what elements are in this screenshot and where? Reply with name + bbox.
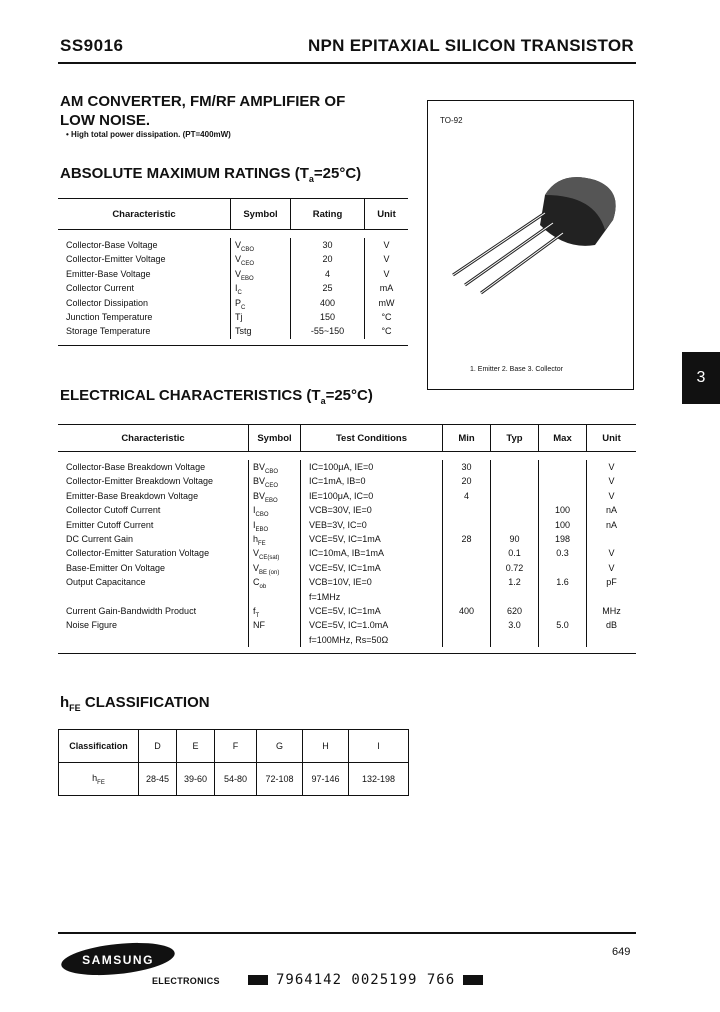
abs-max-symbol: $P_C$ — [235, 297, 246, 311]
to92-package-illustration — [445, 165, 635, 300]
elec-characteristic: Collector Cutoff Current — [66, 505, 161, 516]
abs-max-symbol: Tj — [235, 311, 243, 322]
abs-max-symbol: $I_C$ — [235, 283, 242, 296]
elec-max — [539, 460, 586, 474]
abs-max-characteristic: Collector Current — [66, 283, 135, 294]
elec-condition: VCE=5V, IC=1mA — [309, 605, 381, 616]
section-tab: 3 — [682, 352, 720, 404]
elec-max: 0.3 — [556, 548, 569, 559]
elec-symbol — [253, 590, 300, 604]
elec-symbol: $BV_{CBO}$ — [253, 462, 279, 475]
abs-max-unit: mA — [379, 283, 394, 294]
application-title — [60, 92, 390, 130]
elec-unit: V — [608, 562, 615, 573]
elec-unit: V — [608, 490, 615, 501]
elec-symbol: $I_{CBO}$ — [253, 505, 269, 518]
hfe-class-e: E — [177, 730, 215, 763]
barcode-number: 7964142 0025199 766 — [276, 972, 456, 988]
hfe-range: 72-108 — [257, 763, 303, 796]
hfe-range-label: $h_{FE}$ — [59, 763, 139, 796]
application-title-line1: AM CONVERTER, FM/RF AMPLIFIER OF — [60, 93, 346, 110]
elec-unit: MHz — [602, 605, 621, 616]
col-characteristic: Characteristic — [112, 208, 176, 220]
elec-characteristic: Base-Emitter On Voltage — [66, 562, 166, 573]
elec-max: 5.0 — [556, 620, 569, 631]
abs-max-rating: 30 — [322, 240, 333, 250]
transistor-body — [540, 177, 616, 246]
abs-max-characteristic: Emitter-Base Voltage — [66, 268, 151, 279]
elec-characteristic: DC Current Gain — [66, 533, 134, 544]
elec-min: 4 — [463, 490, 469, 501]
elec-max — [539, 489, 586, 503]
elec-unit — [587, 590, 636, 604]
hfe-range-row — [59, 763, 409, 796]
elec-characteristic: Collector-Base Breakdown Voltage — [66, 462, 206, 472]
elec-max — [539, 561, 586, 575]
elec-condition: VCB=30V, IE=0 — [309, 505, 372, 516]
elec-characteristic — [66, 633, 248, 647]
elec-condition: VCB=10V, IE=0 — [309, 577, 372, 588]
elec-max: 100 — [554, 519, 571, 530]
elec-unit: nA — [605, 519, 617, 530]
elec-typ — [491, 590, 538, 604]
elec-condition: f=1MHz — [309, 591, 341, 602]
feature-text: High total power dissipation. (PT=400mW) — [71, 130, 231, 139]
abs-max-heading-text: ABSOLUTE MAXIMUM RATINGS (T — [60, 165, 309, 182]
elec-characteristic: Emitter-Base Breakdown Voltage — [66, 490, 199, 501]
bullet-icon: • — [66, 130, 69, 139]
brand-text: SAMSUNG — [82, 953, 154, 967]
elec-symbol: $I_{EBO}$ — [253, 519, 269, 533]
col-characteristic: Characteristic — [121, 432, 185, 444]
elec-unit: V — [608, 462, 615, 472]
elec-typ — [491, 518, 538, 532]
elec-symbol: $BV_{EBO}$ — [253, 490, 278, 504]
elec-min: 20 — [461, 476, 472, 487]
col-rating: Rating — [290, 199, 364, 229]
elec-typ — [491, 460, 538, 474]
pin-legend: 1. Emitter 2. Base 3. Collector — [470, 366, 563, 373]
elec-symbol: NF — [253, 620, 265, 631]
abs-max-rating: -55~150 — [310, 326, 345, 337]
col-conditions: Test Conditions — [300, 425, 442, 451]
elec-symbol: $C_{ob}$ — [253, 577, 267, 590]
col-unit: Unit — [364, 199, 408, 229]
elec-characteristic: Output Capacitance — [66, 577, 146, 588]
elec-characteristic — [66, 590, 248, 604]
elec-max — [539, 633, 586, 647]
col-symbol: Symbol — [230, 199, 290, 229]
abs-max-characteristic: Storage Temperature — [66, 326, 151, 337]
hfe-heading-sub: FE — [69, 703, 81, 713]
col-min: Min — [442, 425, 490, 451]
elec-condition: IC=1mA, IB=0 — [309, 476, 366, 487]
elec-table — [58, 424, 636, 654]
abs-max-header-row — [58, 198, 408, 230]
abs-max-heading-tail: =25°C) — [313, 165, 362, 182]
hfe-range: 39-60 — [177, 763, 215, 796]
elec-symbol: $h_{FE}$ — [253, 533, 266, 547]
elec-unit: dB — [605, 620, 617, 631]
abs-max-rating: 20 — [322, 254, 333, 265]
elec-min — [443, 546, 490, 560]
application-title-line2: LOW NOISE. — [60, 112, 150, 129]
bottom-divider — [58, 932, 636, 934]
hfe-class-g: G — [257, 730, 303, 763]
elec-unit — [587, 633, 636, 647]
elec-min — [443, 518, 490, 532]
package-label: TO-92 — [440, 116, 463, 125]
elec-max — [539, 590, 586, 604]
elec-max: 1.6 — [556, 577, 569, 588]
elec-heading-tail: =25°C) — [325, 387, 373, 404]
abs-max-unit: V — [383, 254, 390, 265]
barcode-block-right — [463, 975, 483, 985]
hfe-heading-tail: CLASSIFICATION — [80, 694, 210, 711]
elec-header-row — [58, 424, 636, 452]
abs-max-rating: 4 — [324, 268, 330, 279]
abs-max-heading — [60, 165, 361, 184]
hfe-class-row — [59, 730, 409, 763]
abs-max-unit: °C — [381, 311, 392, 322]
elec-min: 400 — [458, 605, 475, 616]
hfe-heading-h: h — [60, 694, 70, 711]
elec-typ — [491, 633, 538, 647]
elec-characteristic: Current Gain-Bandwidth Product — [66, 605, 197, 616]
elec-max — [539, 604, 586, 618]
elec-min — [443, 503, 490, 517]
elec-typ — [491, 503, 538, 517]
elec-min — [443, 561, 490, 575]
hfe-range: 28-45 — [139, 763, 177, 796]
col-symbol: Symbol — [248, 425, 300, 451]
abs-max-characteristic: Collector-Emitter Voltage — [66, 254, 166, 265]
abs-max-unit: V — [383, 240, 390, 250]
hfe-range: 132-198 — [349, 763, 409, 796]
elec-body — [58, 452, 636, 654]
col-typ: Typ — [490, 425, 538, 451]
hfe-class-d: D — [139, 730, 177, 763]
hfe-class-h: H — [303, 730, 349, 763]
abs-max-rating: 400 — [319, 297, 336, 308]
elec-min: 28 — [461, 533, 472, 544]
elec-condition: VCE=5V, IC=1mA — [309, 562, 381, 573]
elec-typ — [491, 489, 538, 503]
abs-max-rating: 25 — [322, 283, 333, 294]
elec-condition: VEB=3V, IC=0 — [309, 519, 367, 530]
elec-typ: 90 — [509, 533, 520, 544]
barcode-block-left — [248, 975, 268, 985]
elec-heading — [60, 387, 373, 406]
elec-typ: 3.0 — [508, 620, 521, 631]
elec-unit: V — [608, 476, 615, 487]
elec-max — [539, 474, 586, 488]
division-label: ELECTRONICS — [152, 976, 220, 986]
barcode — [248, 972, 483, 988]
elec-min — [443, 575, 490, 589]
elec-characteristic: Noise Figure — [66, 620, 118, 631]
elec-max: 100 — [554, 505, 571, 516]
abs-max-symbol: $V_{CEO}$ — [235, 254, 255, 268]
elec-characteristic: Emitter Cutoff Current — [66, 519, 154, 530]
elec-condition: IC=10mA, IB=1mA — [309, 548, 385, 559]
elec-unit: V — [608, 548, 615, 559]
hfe-class-i: I — [349, 730, 409, 763]
abs-max-symbol: Tstg — [235, 326, 252, 337]
hfe-range: 54-80 — [215, 763, 257, 796]
elec-condition: VCE=5V, IC=1.0mA — [309, 620, 389, 631]
elec-symbol: $f_T$ — [253, 605, 260, 619]
abs-max-rating: 150 — [319, 311, 336, 322]
hfe-heading — [60, 694, 210, 713]
abs-max-characteristic: Collector Dissipation — [66, 297, 149, 308]
elec-unit: nA — [605, 505, 617, 516]
elec-characteristic: Collector-Emitter Saturation Voltage — [66, 548, 210, 559]
feature-bullet — [66, 130, 231, 139]
hfe-range: 97-146 — [303, 763, 349, 796]
elec-min — [443, 618, 490, 632]
abs-max-unit: V — [383, 268, 390, 279]
samsung-logo — [60, 942, 176, 976]
elec-typ: 0.72 — [505, 562, 524, 573]
elec-unit — [587, 532, 636, 546]
elec-min — [443, 590, 490, 604]
elec-min — [443, 633, 490, 647]
part-number: SS9016 — [60, 36, 124, 55]
elec-heading-text: ELECTRICAL CHARACTERISTICS (T — [60, 387, 321, 404]
elec-min: 30 — [461, 462, 472, 472]
elec-heading-sub: a — [320, 396, 326, 406]
document-title: NPN EPITAXIAL SILICON TRANSISTOR — [307, 36, 634, 55]
abs-max-symbol: $V_{EBO}$ — [235, 268, 254, 282]
hfe-class-f: F — [215, 730, 257, 763]
elec-unit: pF — [606, 577, 617, 588]
elec-max: 198 — [554, 533, 571, 544]
elec-typ: 1.2 — [508, 577, 521, 588]
abs-max-unit: °C — [381, 326, 392, 337]
elec-condition: IC=100μA, IE=0 — [309, 462, 374, 472]
elec-symbol: $V_{CE(sat)}$ — [253, 548, 280, 562]
classification-label: Classification — [59, 730, 139, 763]
elec-characteristic: Collector-Emitter Breakdown Voltage — [66, 476, 214, 487]
elec-condition: f=100MHz, Rs=50Ω — [309, 634, 389, 645]
hfe-table — [58, 729, 409, 796]
abs-max-symbol: $V_{CBO}$ — [235, 240, 255, 253]
elec-symbol: $BV_{CEO}$ — [253, 476, 279, 490]
abs-max-unit: mW — [378, 297, 395, 308]
elec-typ: 620 — [506, 605, 523, 616]
page-number: 649 — [612, 946, 631, 958]
top-divider — [58, 62, 636, 64]
elec-symbol: $V_{BE (on)}$ — [253, 562, 280, 576]
abs-max-body — [58, 230, 408, 346]
elec-condition: VCE=5V, IC=1mA — [309, 533, 381, 544]
abs-max-characteristic: Junction Temperature — [66, 311, 153, 322]
abs-max-characteristic: Collector-Base Voltage — [66, 240, 158, 250]
elec-symbol — [253, 633, 300, 647]
elec-typ — [491, 474, 538, 488]
col-unit: Unit — [586, 425, 636, 451]
elec-condition: IE=100μA, IC=0 — [309, 490, 374, 501]
col-max: Max — [538, 425, 586, 451]
abs-max-heading-sub: a — [308, 174, 314, 184]
abs-max-table — [58, 198, 408, 346]
elec-typ: 0.1 — [508, 548, 521, 559]
